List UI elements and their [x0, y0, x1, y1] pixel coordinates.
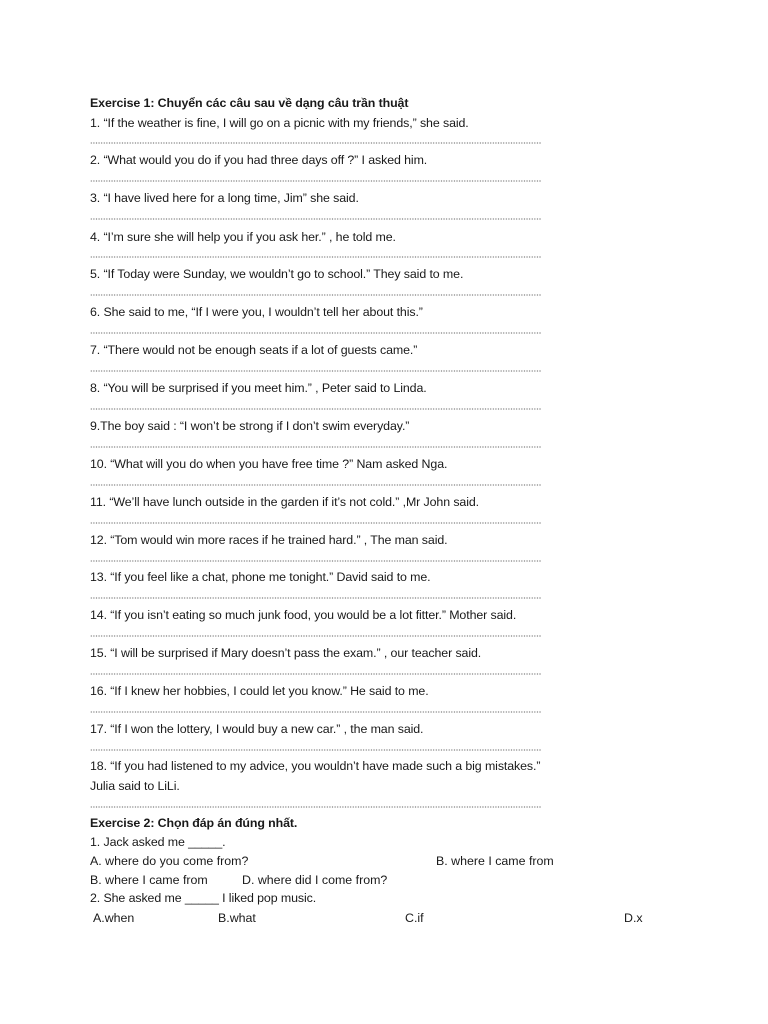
- ex1-item-4: 4. “I’m sure she will help you if you ask her.” , he told me.: [90, 230, 396, 244]
- ex1-item-13: 13. “If you feel like a chat, phone me tonight.” David said to me.: [90, 570, 431, 584]
- ex1-item-5: 5. “If Today were Sunday, we wouldn’t go to school.” They said to me.: [90, 267, 464, 281]
- answer-line-8: [90, 408, 541, 410]
- answer-line-2: [90, 180, 541, 182]
- answer-line-4: [90, 256, 541, 258]
- answer-line-1: [90, 142, 541, 144]
- ex1-item-9: 9.The boy said : “I won’t be strong if I don’t swim everyday.”: [90, 419, 410, 433]
- answer-line-9: [90, 446, 541, 448]
- answer-line-17: [90, 749, 541, 751]
- exercise2-title: Exercise 2: Chọn đáp án đúng nhất.: [90, 816, 298, 830]
- answer-line-3: [90, 218, 541, 220]
- ex1-item-7: 7. “There would not be enough seats if a lot of guests came.”: [90, 343, 418, 357]
- ex2-question-2: 2. She asked me _____ I liked pop music.: [90, 891, 317, 905]
- ex1-item-8: 8. “You will be surprised if you meet him.” , Peter said to Linda.: [90, 381, 427, 395]
- ex2-q2-option-b: B.what: [218, 911, 256, 925]
- ex1-item-2: 2. “What would you do if you had three days off ?” I asked him.: [90, 153, 428, 167]
- exercise1-title: Exercise 1: Chuyển các câu sau về dạng câu trần thuật: [90, 96, 409, 110]
- ex1-item-12: 12. “Tom would win more races if he trained hard.” , The man said.: [90, 533, 448, 547]
- ex2-q1-option-b-repeat: B. where I came from: [90, 873, 208, 887]
- answer-line-6: [90, 332, 541, 334]
- ex1-item-16: 16. “If I knew her hobbies, I could let you know.” He said to me.: [90, 684, 429, 698]
- ex2-q2-option-a: A.when: [93, 911, 135, 925]
- ex1-item-10: 10. “What will you do when you have free time ?” Nam asked Nga.: [90, 457, 448, 471]
- answer-line-13: [90, 597, 541, 599]
- ex2-q2-option-d: D.x: [624, 911, 643, 925]
- ex1-item-17: 17. “If I won the lottery, I would buy a new car.” , the man said.: [90, 722, 424, 736]
- ex2-q1-option-d: D. where did I come from?: [242, 873, 388, 887]
- answer-line-10: [90, 484, 541, 486]
- answer-line-15: [90, 673, 541, 675]
- answer-line-16: [90, 711, 541, 713]
- answer-line-18: [90, 806, 541, 808]
- answer-line-14: [90, 635, 541, 637]
- ex1-item-14: 14. “If you isn’t eating so much junk food, you would be a lot fitter.” Mother said.: [90, 608, 517, 622]
- ex2-q1-option-a: A. where do you come from?: [90, 854, 249, 868]
- answer-line-7: [90, 370, 541, 372]
- ex2-q2-option-c: C.if: [405, 911, 424, 925]
- ex2-q1-option-b: B. where I came from: [436, 854, 554, 868]
- ex1-item-1: 1. “If the weather is fine, I will go on a picnic with my friends,” she said.: [90, 116, 469, 130]
- ex1-item-3: 3. “I have lived here for a long time, Jim” she said.: [90, 191, 359, 205]
- answer-line-5: [90, 294, 541, 296]
- ex1-item-18: 18. “If you had listened to my advice, you wouldn’t have made such a big mistakes.”: [90, 759, 541, 773]
- ex1-item-6: 6. She said to me, “If I were you, I wouldn’t tell her about this.”: [90, 305, 423, 319]
- ex1-item-18-continuation: Julia said to LiLi.: [90, 779, 180, 793]
- answer-line-11: [90, 522, 541, 524]
- ex1-item-11: 11. “We’ll have lunch outside in the garden if it’s not cold.” ,Mr John said.: [90, 495, 480, 509]
- ex2-question-1: 1. Jack asked me _____.: [90, 835, 226, 849]
- answer-line-12: [90, 560, 541, 562]
- ex1-item-15: 15. “I will be surprised if Mary doesn’t pass the exam.” , our teacher said.: [90, 646, 482, 660]
